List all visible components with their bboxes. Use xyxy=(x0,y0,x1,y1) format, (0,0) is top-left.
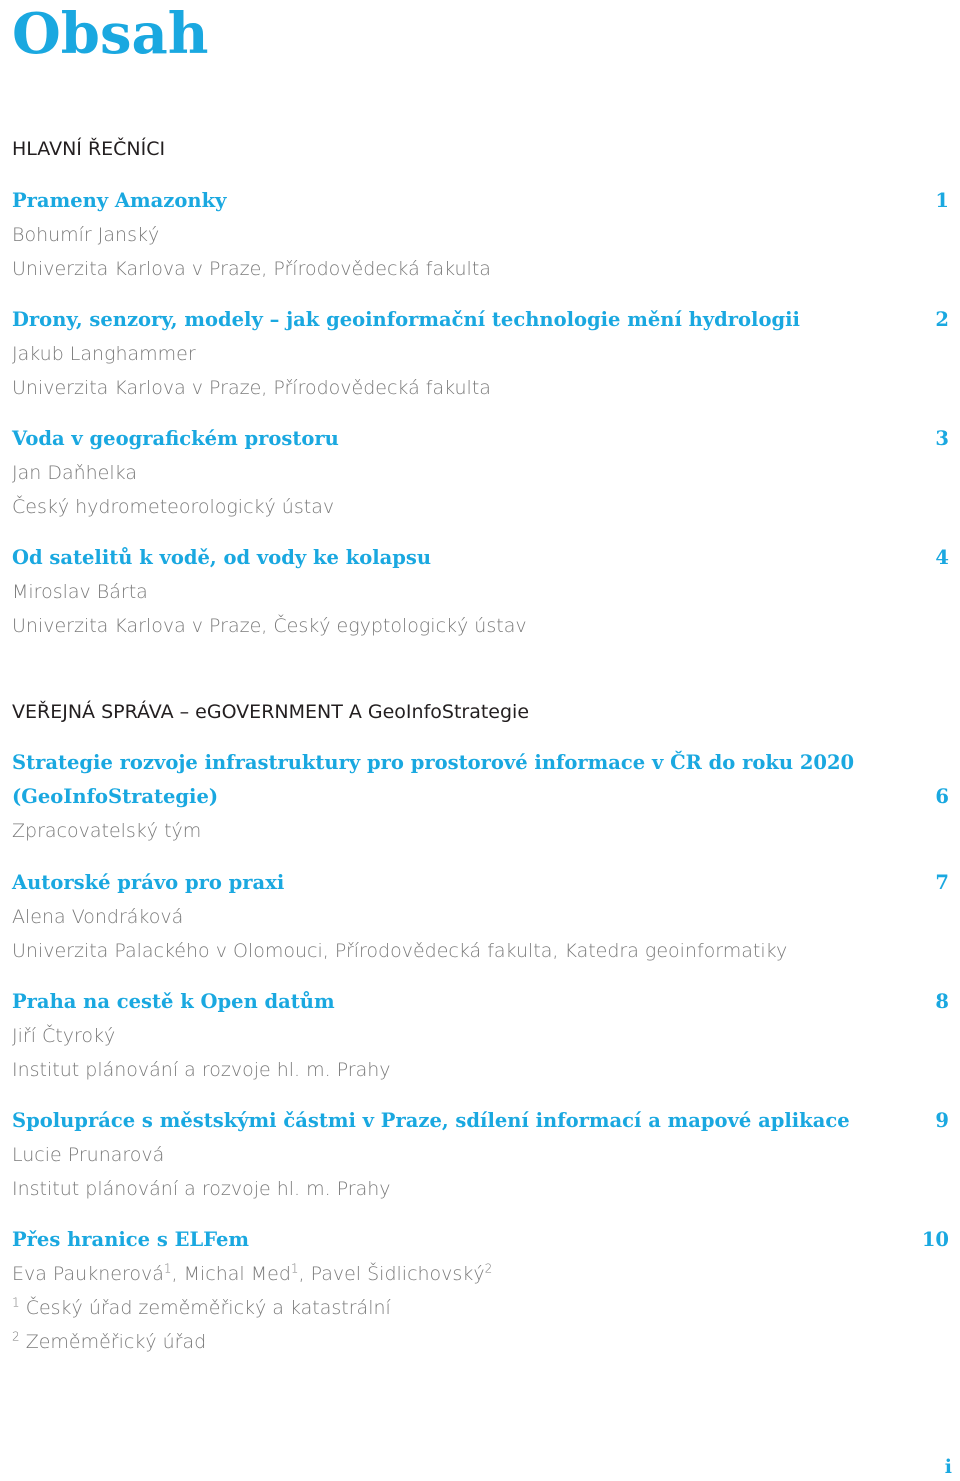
page-number: i xyxy=(944,1456,952,1478)
affiliation-mark: 2 xyxy=(12,1329,20,1344)
entry-affiliation: Univerzita Karlova v Praze, Český egyptologický ústav xyxy=(12,615,527,637)
entry-page-number[interactable]: 4 xyxy=(935,546,949,569)
entry-page-number[interactable]: 8 xyxy=(935,990,949,1013)
affiliation-text: Zeměměřický úřad xyxy=(25,1331,207,1353)
entry-author: Jiří Čtyroký xyxy=(12,1025,116,1047)
section-heading-main-speakers: HLAVNÍ ŘEČNÍCI xyxy=(12,138,166,160)
toc-entry[interactable] xyxy=(12,184,949,286)
entry-author: Lucie Prunarová xyxy=(12,1144,165,1166)
entry-author: Jakub Langhammer xyxy=(12,343,196,365)
section-heading-egovernment: VEŘEJNÁ SPRÁVA – eGOVERNMENT A GeoInfoStrategie xyxy=(12,701,530,723)
author-affiliation-mark: 1 xyxy=(163,1261,172,1276)
affiliation-text: Český úřad zeměměřický a katastrální xyxy=(25,1297,391,1319)
entry-affiliation: Univerzita Karlova v Praze, Přírodovědecká fakulta xyxy=(12,377,491,399)
author-name: Eva Pauknerová xyxy=(12,1263,164,1285)
author-name: Pavel Šidlichovský xyxy=(310,1263,485,1285)
toc-entry[interactable] xyxy=(12,303,949,405)
entry-page-number[interactable]: 1 xyxy=(935,189,949,212)
entry-page-number[interactable]: 7 xyxy=(935,871,949,894)
entry-page-number[interactable]: 2 xyxy=(935,308,949,331)
toc-entry[interactable] xyxy=(12,866,949,968)
entry-title[interactable]: Od satelitů k vodě, od vody ke kolapsu xyxy=(12,546,432,569)
entry-author: Bohumír Janský xyxy=(12,224,160,246)
entry-authors xyxy=(12,1257,949,1291)
entry-page-number[interactable]: 3 xyxy=(935,427,949,450)
author-affiliation-mark: 1 xyxy=(290,1261,299,1276)
toc-entry[interactable] xyxy=(12,985,949,1087)
entry-affiliation: Univerzita Palackého v Olomouci, Přírodovědecká fakulta, Katedra geoinformatiky xyxy=(12,940,788,962)
entry-title[interactable]: Praha na cestě k Open datům xyxy=(12,990,335,1013)
entry-author: Alena Vondráková xyxy=(12,906,184,928)
affiliation-mark: 1 xyxy=(12,1295,20,1310)
entry-title-continued[interactable]: (GeoInfoStrategie) xyxy=(12,785,219,808)
entry-affiliation xyxy=(12,1291,949,1325)
entry-affiliation: Český hydrometeorologický ústav xyxy=(12,496,335,518)
entry-affiliation: Institut plánování a rozvoje hl. m. Prahy xyxy=(12,1059,391,1081)
entry-title[interactable]: Drony, senzory, modely – jak geoinformační technologie mění hydrologii xyxy=(12,308,800,331)
author-name: Michal Med xyxy=(183,1263,291,1285)
toc-entry[interactable] xyxy=(12,541,949,643)
toc-entry[interactable] xyxy=(12,1223,949,1359)
entry-title[interactable]: Prameny Amazonky xyxy=(12,189,227,212)
entry-title[interactable]: Voda v geografickém prostoru xyxy=(12,427,339,450)
page-title: Obsah xyxy=(12,1,209,67)
toc-entry[interactable] xyxy=(12,746,949,848)
entry-page-number[interactable]: 10 xyxy=(921,1228,949,1251)
entry-page-number[interactable]: 9 xyxy=(935,1109,949,1132)
entry-author: Miroslav Bárta xyxy=(12,581,148,603)
entry-title[interactable]: Strategie rozvoje infrastruktury pro prostorové informace v ČR do roku 2020 xyxy=(12,751,855,774)
entry-affiliation xyxy=(12,1325,949,1359)
entry-author: Jan Daňhelka xyxy=(12,462,137,484)
author-affiliation-mark: 2 xyxy=(484,1261,493,1276)
entry-title[interactable]: Přes hranice s ELFem xyxy=(12,1228,250,1251)
entry-author: Zpracovatelský tým xyxy=(12,820,202,842)
author-separator: , xyxy=(171,1263,184,1285)
entry-title[interactable]: Spolupráce s městskými částmi v Praze, sdílení informací a mapové aplikace xyxy=(12,1109,850,1132)
entry-affiliation: Institut plánování a rozvoje hl. m. Prahy xyxy=(12,1178,391,1200)
toc-entry[interactable] xyxy=(12,422,949,524)
entry-page-number[interactable]: 6 xyxy=(935,785,949,808)
entry-title[interactable]: Autorské právo pro praxi xyxy=(12,871,285,894)
author-separator: , xyxy=(298,1263,311,1285)
entry-affiliation: Univerzita Karlova v Praze, Přírodovědecká fakulta xyxy=(12,258,491,280)
toc-entry[interactable] xyxy=(12,1104,949,1206)
